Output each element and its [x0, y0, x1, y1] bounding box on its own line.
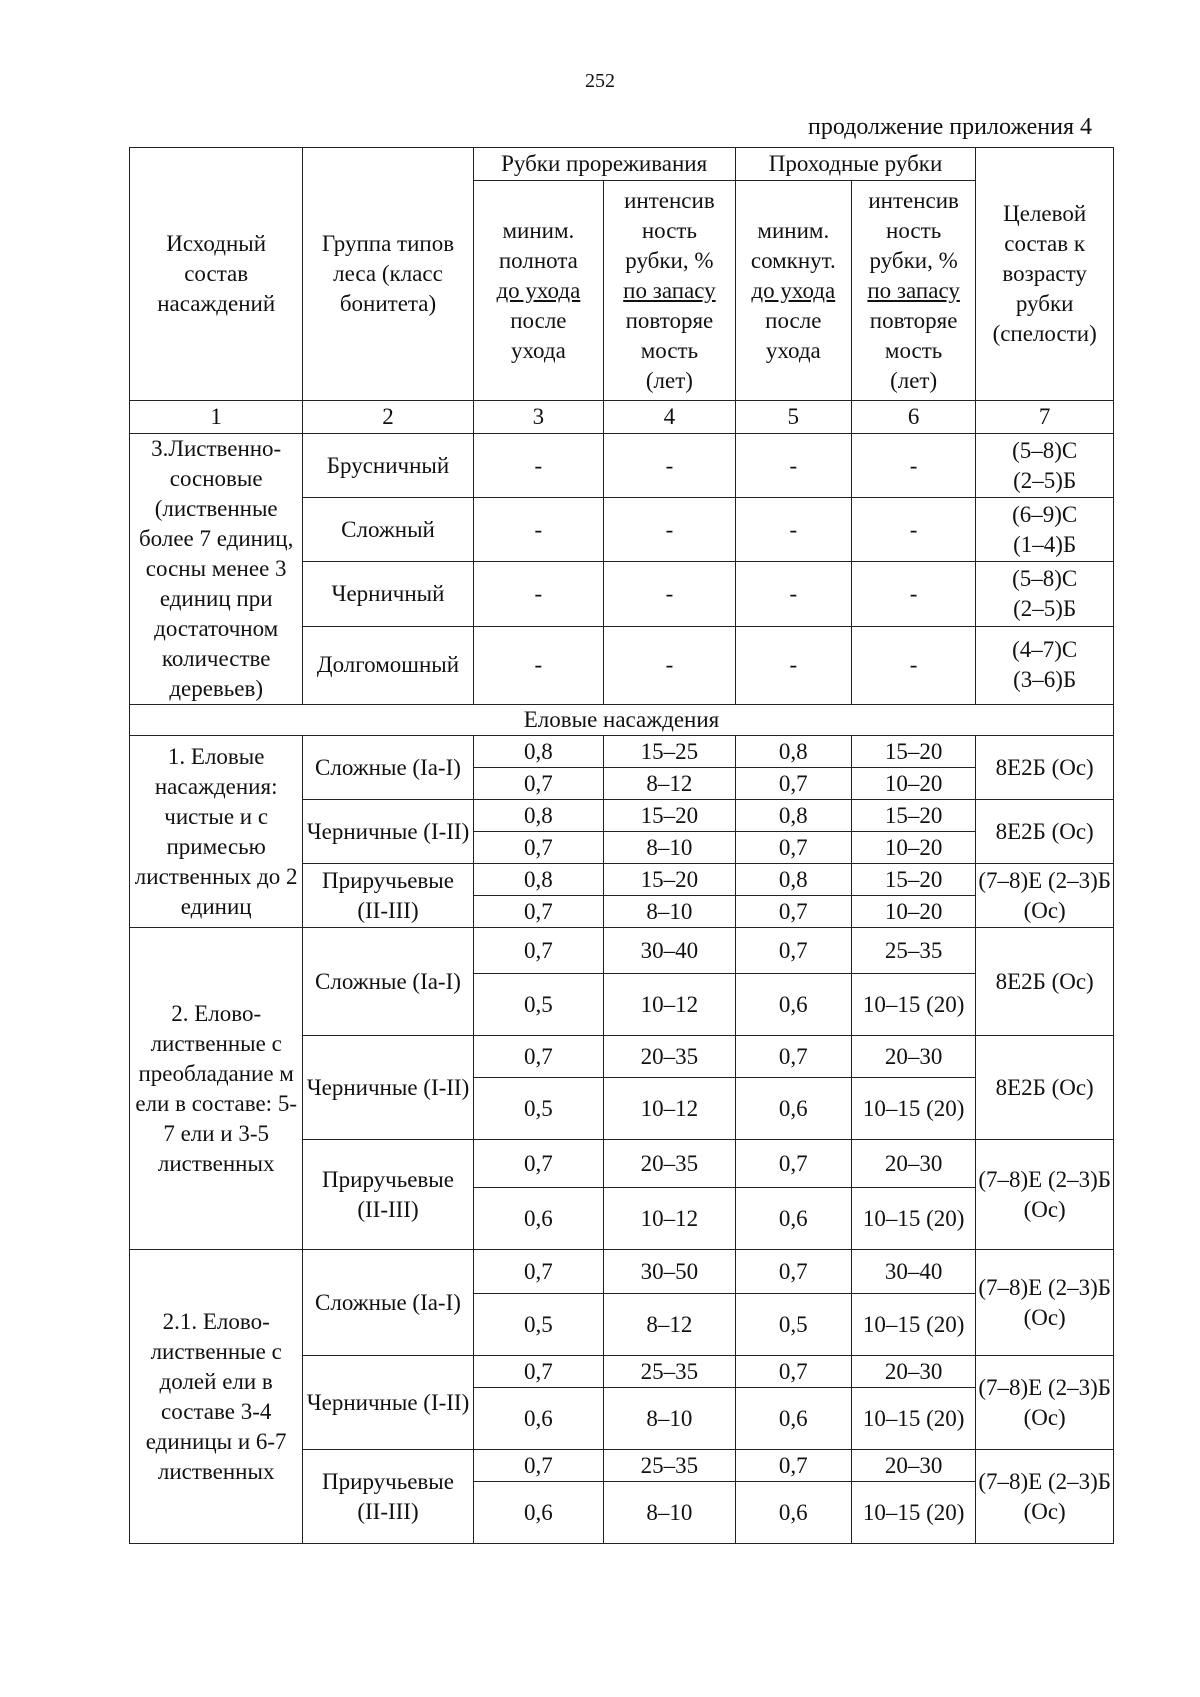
cell-value: 20–30	[851, 1356, 975, 1388]
cell-value: 10–20	[851, 896, 975, 928]
header-col5: миним. сомкнут. до ухода после ухода	[735, 181, 851, 401]
cell-value: 0,8	[735, 864, 851, 896]
cell-value: 10–15 (20)	[851, 1388, 975, 1450]
cell-value: 20–35	[604, 1036, 736, 1078]
cell-value: -	[604, 498, 736, 562]
cell-value: 0,7	[473, 1356, 604, 1388]
cell-value: 10–20	[851, 768, 975, 800]
cell-value: 25–35	[851, 928, 975, 974]
cell-value: 10–12	[604, 974, 736, 1036]
cell-value: 15–25	[604, 736, 736, 768]
target-composition: 8Е2Б (Ос)	[976, 800, 1114, 864]
cell-value: 0,7	[735, 1140, 851, 1188]
cell-value: 15–20	[851, 800, 975, 832]
target-composition: (7–8)Е (2–3)Б (Ос)	[976, 1450, 1114, 1544]
target-composition: (4–7)С (3–6)Б	[976, 626, 1114, 704]
cell-value: 10–20	[851, 832, 975, 864]
source-composition: 3.Лиственно-сосновые (лиственные более 7 единиц, сосны менее 3 единиц при достаточном количестве деревьев)	[130, 434, 303, 705]
cell-value: -	[604, 626, 736, 704]
forest-group: Черничные (I-II)	[303, 1036, 473, 1140]
cell-value: 20–30	[851, 1036, 975, 1078]
cell-value: -	[851, 498, 975, 562]
cell-value: -	[851, 434, 975, 498]
cell-value: 8–10	[604, 832, 736, 864]
cell-value: 8–12	[604, 1294, 736, 1356]
column-number: 2	[303, 401, 473, 434]
forest-group: Сложные (Iа-I)	[303, 928, 473, 1036]
target-composition: (7–8)Е (2–3)Б (Ос)	[976, 864, 1114, 928]
cell-value: 0,7	[735, 1250, 851, 1294]
header-col7: Целевой состав к возрасту рубки (спелости)	[976, 148, 1114, 401]
cell-value: 8–10	[604, 896, 736, 928]
cell-value: 0,6	[473, 1388, 604, 1450]
cell-value: 8–12	[604, 768, 736, 800]
forest-group: Черничные (I-II)	[303, 1356, 473, 1450]
target-composition: (7–8)Е (2–3)Б (Ос)	[976, 1250, 1114, 1356]
header-col4: интенсив ность рубки, % по запасу повторяе мость (лет)	[604, 181, 736, 401]
source-composition: 2. Елово-лиственные с преобладание м ели в составе: 5-7 ели и 3-5 лиственных	[130, 928, 303, 1250]
table-row	[130, 1250, 1114, 1294]
cell-value: -	[735, 562, 851, 626]
header-col6: интенсив ность рубки, % по запасу повторяе мость (лет)	[851, 181, 975, 401]
cell-value: 25–35	[604, 1450, 736, 1482]
cell-value: 0,6	[735, 1482, 851, 1544]
cell-value: -	[473, 562, 604, 626]
cell-value: 0,8	[735, 800, 851, 832]
section-title: Еловые насаждения	[130, 705, 1114, 736]
cell-value: -	[735, 626, 851, 704]
cell-value: 0,6	[735, 1188, 851, 1250]
cell-value: -	[851, 562, 975, 626]
header-passing: Проходные рубки	[735, 148, 976, 181]
cell-value: 0,5	[735, 1294, 851, 1356]
cell-value: 0,7	[735, 896, 851, 928]
source-composition: 1. Еловые насаждения: чистые и с примесью лиственных до 2 единиц	[130, 736, 303, 928]
cell-value: 0,7	[473, 1450, 604, 1482]
source-composition: 2.1. Елово-лиственные с долей ели в составе 3-4 единицы и 6-7 лиственных	[130, 1250, 303, 1544]
cell-value: 0,7	[735, 768, 851, 800]
header-col1: Исходный состав насаждений	[130, 148, 303, 401]
forest-group: Сложные (Iа-I)	[303, 736, 473, 800]
cell-value: 0,7	[473, 1250, 604, 1294]
cell-value: -	[604, 562, 736, 626]
cell-value: 20–35	[604, 1140, 736, 1188]
cell-value: 0,5	[473, 1294, 604, 1356]
cell-value: -	[735, 498, 851, 562]
target-composition: 8Е2Б (Ос)	[976, 928, 1114, 1036]
forest-group: Приручьевые (II-III)	[303, 864, 473, 928]
cell-value: 15–20	[604, 800, 736, 832]
column-number: 3	[473, 401, 604, 434]
page-number: 252	[585, 70, 615, 92]
cell-value: -	[604, 434, 736, 498]
cell-value: 0,7	[735, 1450, 851, 1482]
forest-group: Черничные (I-II)	[303, 800, 473, 864]
forest-group: Сложные (Iа-I)	[303, 1250, 473, 1356]
column-number: 7	[976, 401, 1114, 434]
cell-value: 15–20	[851, 736, 975, 768]
cell-value: 10–12	[604, 1078, 736, 1140]
table-row	[130, 736, 1114, 768]
cell-value: 0,7	[473, 768, 604, 800]
cell-value: -	[735, 434, 851, 498]
cell-value: 0,6	[735, 1078, 851, 1140]
cell-value: 0,7	[473, 896, 604, 928]
table-row	[130, 434, 1114, 498]
cell-value: 0,7	[735, 1036, 851, 1078]
cell-value: 0,8	[473, 864, 604, 896]
target-composition: (7–8)Е (2–3)Б (Ос)	[976, 1356, 1114, 1450]
cell-value: 8–10	[604, 1388, 736, 1450]
cell-value: 0,7	[735, 928, 851, 974]
target-composition: (7–8)Е (2–3)Б (Ос)	[976, 1140, 1114, 1250]
target-composition: 8Е2Б (Ос)	[976, 736, 1114, 800]
cell-value: 10–12	[604, 1188, 736, 1250]
cell-value: 0,5	[473, 1078, 604, 1140]
cell-value: -	[473, 626, 604, 704]
forest-group: Долгомошный	[303, 626, 473, 704]
forest-group: Черничный	[303, 562, 473, 626]
cell-value: 15–20	[604, 864, 736, 896]
cell-value: 0,7	[473, 928, 604, 974]
target-composition: (5–8)С (2–5)Б	[976, 434, 1114, 498]
header-col2: Группа типов леса (класс бонитета)	[303, 148, 473, 401]
silviculture-table	[129, 147, 1114, 1544]
cell-value: 30–40	[604, 928, 736, 974]
cell-value: 0,6	[473, 1482, 604, 1544]
continuation-note: продолжение приложения 4	[808, 114, 1092, 140]
cell-value: -	[851, 626, 975, 704]
target-composition: (5–8)С (2–5)Б	[976, 562, 1114, 626]
cell-value: 10–15 (20)	[851, 1482, 975, 1544]
cell-value: 0,6	[735, 1388, 851, 1450]
cell-value: 10–15 (20)	[851, 1078, 975, 1140]
header-thinning: Рубки прореживания	[473, 148, 735, 181]
column-number: 5	[735, 401, 851, 434]
cell-value: 0,8	[473, 736, 604, 768]
column-number: 6	[851, 401, 975, 434]
forest-group: Приручьевые (II-III)	[303, 1450, 473, 1544]
cell-value: 0,7	[735, 1356, 851, 1388]
forest-group: Приручьевые (II-III)	[303, 1140, 473, 1250]
table-row	[130, 928, 1114, 974]
cell-value: 10–15 (20)	[851, 1188, 975, 1250]
cell-value: 0,6	[735, 974, 851, 1036]
cell-value: 30–50	[604, 1250, 736, 1294]
forest-group: Брусничный	[303, 434, 473, 498]
cell-value: 15–20	[851, 864, 975, 896]
column-number: 1	[130, 401, 303, 434]
target-composition: (6–9)С (1–4)Б	[976, 498, 1114, 562]
cell-value: 0,5	[473, 974, 604, 1036]
cell-value: 30–40	[851, 1250, 975, 1294]
forest-group: Сложный	[303, 498, 473, 562]
header-col3: миним. полнота до ухода после ухода	[473, 181, 604, 401]
cell-value: 8–10	[604, 1482, 736, 1544]
cell-value: 0,7	[473, 1036, 604, 1078]
cell-value: 10–15 (20)	[851, 1294, 975, 1356]
cell-value: 0,8	[473, 800, 604, 832]
target-composition: 8Е2Б (Ос)	[976, 1036, 1114, 1140]
cell-value: 0,6	[473, 1188, 604, 1250]
cell-value: -	[473, 434, 604, 498]
cell-value: 20–30	[851, 1450, 975, 1482]
cell-value: 0,7	[473, 1140, 604, 1188]
cell-value: 0,7	[473, 832, 604, 864]
cell-value: 10–15 (20)	[851, 974, 975, 1036]
cell-value: 20–30	[851, 1140, 975, 1188]
cell-value: 0,8	[735, 736, 851, 768]
cell-value: 25–35	[604, 1356, 736, 1388]
column-number: 4	[604, 401, 736, 434]
cell-value: 0,7	[735, 832, 851, 864]
cell-value: -	[473, 498, 604, 562]
